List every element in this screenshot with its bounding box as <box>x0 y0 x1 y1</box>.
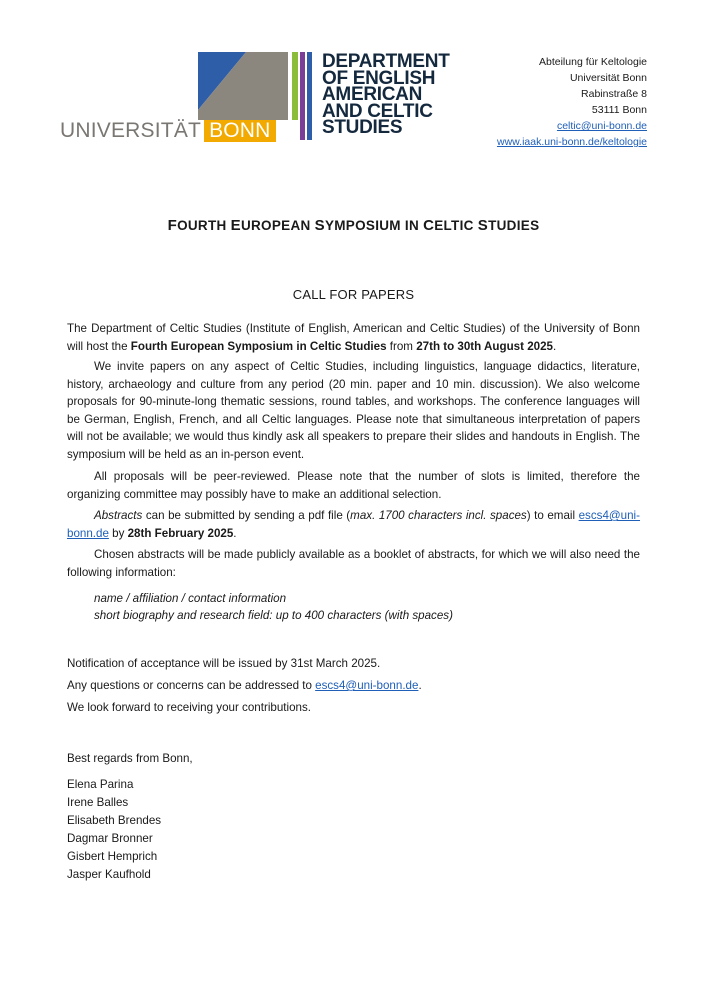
text: The Department of Celtic Studies (Institute of English, American and Celtic Studies) of the University of Bonn will host the <box>67 322 640 353</box>
booklet-paragraph: Chosen abstracts will be made publicly available as a booklet of abstracts, for which we will also need the following information: <box>67 548 640 579</box>
department-title <box>322 51 472 138</box>
text: . <box>552 339 557 353</box>
questions-email-link[interactable]: escs4@uni-bonn.de <box>315 679 419 692</box>
signatory-name: Elisabeth Brendes <box>67 814 162 827</box>
title-cap: F <box>167 217 178 234</box>
text: Any questions or concerns can be addressed to <box>67 679 316 692</box>
text: from <box>386 339 417 353</box>
text: by <box>108 526 128 540</box>
title-rest: YMPOSIUM IN <box>324 218 419 233</box>
title-rest: UROPEAN <box>240 218 311 233</box>
closing-line: We look forward to receiving your contributions. <box>67 701 312 714</box>
logo-purple-bar <box>300 52 305 140</box>
deadline: 28th February 2025 <box>127 526 234 540</box>
logo-graphic <box>60 52 300 120</box>
title-cap: C <box>423 217 435 234</box>
dept-line: STUDIES <box>322 117 403 138</box>
text: . <box>418 679 422 692</box>
abstracts-word: Abstracts <box>94 509 143 522</box>
wordmark-universitaet: UNIVERSITÄT <box>60 119 202 142</box>
signatory-name: Jasper Kaufhold <box>67 868 151 881</box>
contact-email-link[interactable]: celtic@uni-bonn.de <box>556 120 647 132</box>
symposium-dates: 27th to 30th August 2025 <box>416 339 553 353</box>
title-rest: OURTH <box>177 218 227 233</box>
website-link[interactable]: www.iaak.uni-bonn.de/keltologie <box>496 136 647 148</box>
university-logo <box>60 52 460 144</box>
title-cap: S <box>477 217 489 234</box>
regards-line: Best regards from Bonn, <box>67 752 193 765</box>
dept-line: DEPARTMENT <box>322 51 450 72</box>
address-line: 53111 Bonn <box>591 104 647 116</box>
submission-email-link[interactable]: escs4@uni-bonn.de <box>67 509 640 540</box>
invitation-paragraph: We invite papers on any aspect of Celtic Studies, including linguistics, language didactics, literature, history, archaeology and culture from any period (20 min. paper and 10 min. discussion). We also welcome proposals for 90-minute-long thematic sessions, round tables, and workshops. The conference languages will be German, English, French, and all Celtic languages. Please note that simultaneous interpretation of papers will not be available; we would thus kindly ask all speakers to prepare their slides and handouts in English. The symposium will be held as an in-person event. <box>67 360 640 461</box>
character-limit: max. 1700 characters incl. spaces <box>350 509 527 522</box>
text: can be submitted by sending a pdf file ( <box>142 509 351 522</box>
text: ) to email <box>526 509 579 522</box>
dept-line: AMERICAN <box>322 84 422 105</box>
address-block <box>497 54 647 150</box>
dept-line: OF ENGLISH <box>322 67 436 89</box>
review-paragraph: All proposals will be peer-reviewed. Please note that the number of slots is limited, therefore the organizing committee may possibly have to make an additional selection. <box>67 470 640 501</box>
logo-blue-bar <box>307 52 312 140</box>
address-line: Universität Bonn <box>569 72 647 84</box>
signatory-name: Elena Parina <box>67 778 134 791</box>
university-wordmark <box>60 120 276 142</box>
submission-paragraph <box>67 507 640 542</box>
title-rest: ELTIC <box>434 218 474 233</box>
signatory-name: Irene Balles <box>67 796 129 809</box>
info-item: short biography and research field: up to 400 characters (with spaces) <box>94 609 453 622</box>
intro-paragraph <box>67 320 640 355</box>
title-rest: TUDIES <box>488 218 540 233</box>
dept-line: AND CELTIC <box>322 100 433 122</box>
title-cap: S <box>314 217 325 234</box>
signatory-name: Dagmar Bronner <box>67 832 153 845</box>
wordmark-bonn: BONN <box>204 120 275 142</box>
questions-line <box>67 677 422 695</box>
notification-line: Notification of acceptance will be issued by 31st March 2025. <box>67 657 381 670</box>
logo-stripes <box>293 52 319 140</box>
text: . <box>233 526 237 540</box>
title-cap: E <box>230 217 241 234</box>
call-for-papers-heading: CALL FOR PAPERS <box>292 287 415 302</box>
signatory-name: Gisbert Hemprich <box>67 850 158 863</box>
address-line: Abteilung für Keltologie <box>539 56 647 68</box>
info-item: name / affiliation / contact information <box>94 592 287 605</box>
document-title <box>0 217 707 234</box>
address-line: Rabinstraße 8 <box>581 88 647 100</box>
symposium-name: Fourth European Symposium in Celtic Studies <box>130 339 387 353</box>
